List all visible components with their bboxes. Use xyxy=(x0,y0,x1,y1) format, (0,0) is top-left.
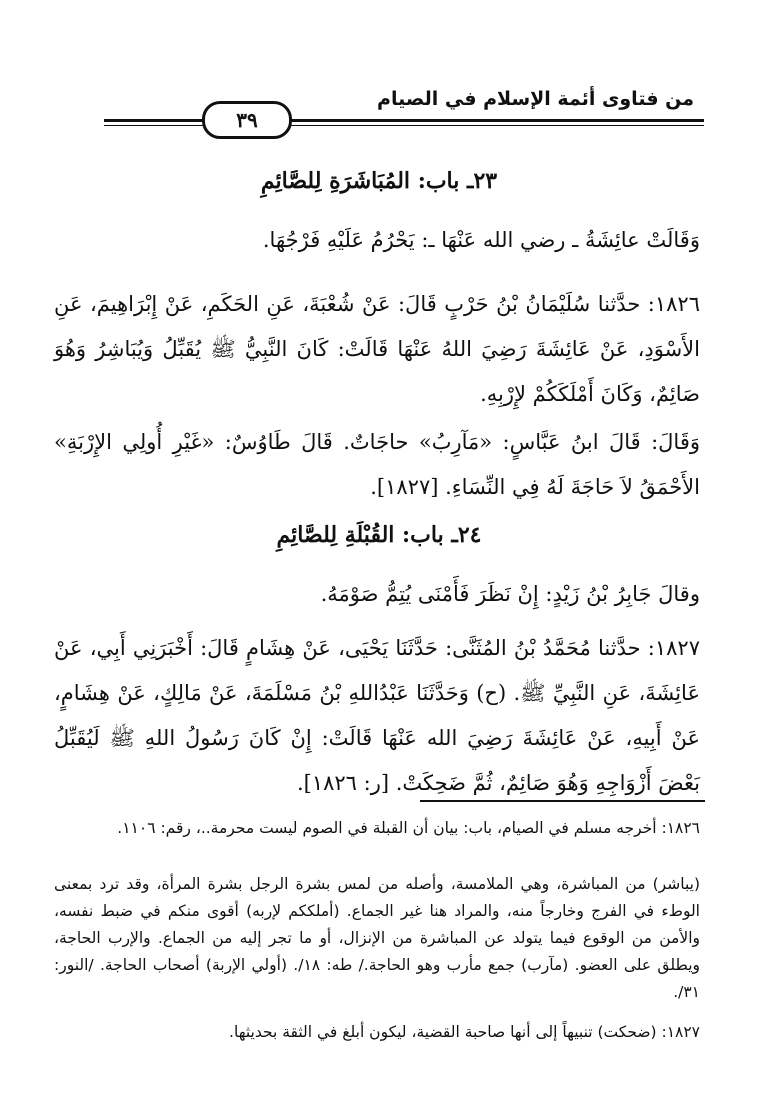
header-rule-thin xyxy=(104,125,704,126)
page-number xyxy=(202,101,292,139)
page-number-text: ٣٩ xyxy=(236,108,258,132)
footnote-1827: ١٨٢٧: (ضحكت) تنبيهاً إلى أنها صاحبة القضية، ليكون أبلغ في الثقة بحديثها. xyxy=(229,1023,700,1041)
footnote-1826: ١٨٢٦: أخرجه مسلم في الصيام، باب: بيان أن القبلة في الصوم ليست محرمة..، رقم: ١١٠٦. xyxy=(117,819,700,837)
footnote-separator xyxy=(420,800,705,802)
chapter-24-intro: وقالَ جَابِرُ بْنُ زَيْدٍ: إِنْ نَظَرَ فَأَمْنَى يُتِمُّ صَوْمَهُ. xyxy=(320,582,700,606)
chapter-23-intro: وَقَالَتْ عائِشَةُ ـ رضي الله عَنْهَا ـ: يَحْرُمُ عَلَيْهِ فَرْجُهَا. xyxy=(262,228,700,252)
header-rule xyxy=(104,119,704,122)
chapter-24-heading: ٢٤ـ باب: القُبْلَةِ لِلصَّائِمِ xyxy=(276,522,482,548)
chapter-23-heading: ٢٣ـ باب: المُبَاشَرَةِ لِلصَّائِمِ xyxy=(260,168,498,194)
running-title: من فتاوى أئمة الإسلام في الصيام xyxy=(377,88,694,110)
hadith-1827: ١٨٢٧: حدَّثنا مُحَمَّدُ بْنُ المُثَنَّى: حَدَّثَنَا يَحْيَى، عَنْ هِشَامٍ قَالَ: أَخْبَرَنِي أَبِي، عَنْ عَائِشَةَ، عَنِ النَّبِيِّ ﷺ. (ح) وَحَدَّثَنَا عَبْدُاللهِ بْنُ مَسْلَمَةَ، عَنْ مَالِكٍ، عَنْ هِشَامٍ، عَنْ أَبِيهِ، عَنْ عَائِشَةَ رَضِيَ الله عَنْهَا قَالَتْ: إِنْ كَانَ رَسُولُ اللهِ ﷺ لَيُقَبِّلُ بَعْضَ أَزْوَاجِهِ وَهُوَ صَائِمٌ، ثُمَّ ضَحِكَتْ. [ر: ١٨٢٦]. xyxy=(54,636,700,795)
hadith-1826: ١٨٢٦: حدَّثنا سُلَيْمَانُ بْنُ حَرْبٍ قَالَ: عَنْ شُعْبَةَ، عَنِ الحَكَمِ، عَنْ إِبْرَاهِيمَ، عَنِ الأَسْوَدِ، عَنْ عَائِشَةَ رَضِيَ اللهُ عَنْهَا قَالَتْ: كَانَ النَّبِيُّ ﷺ يُقَبِّلُ وَيُبَاشِرُ وَهُوَ صَائِمٌ، وَكَانَ أَمْلَكَكُمْ لإِرْبِهِ. xyxy=(54,292,700,406)
footnote-1826-glossary: (يباشر) من المباشرة، وهي الملامسة، وأصله من لمس بشرة الرجل بشرة المرأة، وقد ترد بمعنى الوطء في الفرج وخارجاً منه، والمراد هنا غير الجماع. (أملككم لإربه) أقوى منكم في ضبط نفسه، والأمن من الوقوع فيما يتولد عن المباشرة من الإنزال، أو ما تجر إليه من الجماع. والإرب الحاجة، ويطلق على العضو. (مآرب) جمع مأرب وهو الحاجة./ طه: ١٨/. (أولي الإربة) أصحاب الحاجة. /النور: ٣١/. xyxy=(54,875,700,1001)
ibn-abbas-commentary: وَقَالَ: قَالَ ابنُ عَبَّاسٍ: «مَآرِبُ» حاجَاتٌ. قَالَ طَاوُسٌ: «غَيْرِ أُولِي الإِرْبَةِ» الأَحْمَقُ لاَ حَاجَةَ لَهُ فِي النِّسَاءِ. [١٨٢٧]. xyxy=(54,430,700,499)
